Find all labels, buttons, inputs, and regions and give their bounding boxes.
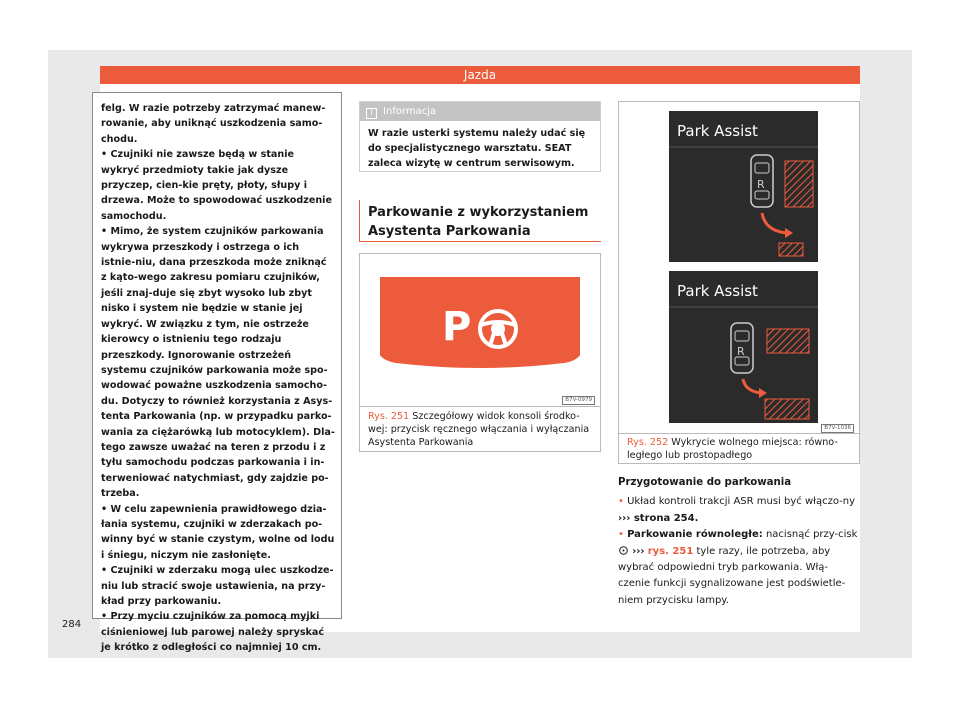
preparation-bullet-2	[618, 527, 860, 609]
page-number: 284	[62, 619, 82, 630]
bullet-text: nacisnąć przy-cisk	[765, 529, 858, 541]
warning-paragraph-5: • Czujniki w zderzaku mogą ulec uszkodze-niu lub stracić swoje ustawienia, na przy-kład przy parkowaniu.	[101, 565, 334, 607]
figure-caption	[368, 411, 596, 449]
info-icon: i	[366, 108, 377, 119]
figure-number: Rys. 252	[627, 437, 669, 448]
parking-space-marker	[785, 161, 813, 207]
screen-title: Park Assist	[677, 282, 758, 300]
figure-console	[359, 253, 601, 452]
figure-park-assist-screens	[618, 101, 860, 464]
section-heading: Parkowanie z wykorzystaniem Asystenta Parkowania	[359, 200, 601, 242]
screen-title: Park Assist	[677, 122, 758, 140]
figure-number: Rys. 251	[368, 411, 410, 422]
figure-reference-link[interactable]: rys. 251	[647, 545, 694, 557]
bullet-text: Układ kontroli trakcji ASR musi być włączo-ny	[627, 496, 856, 508]
warning-paragraph-3: • Mimo, że system czujników parkowania wykrywa przeszkody i ostrzega o ich istnie-niu, dana przeszkoda może zniknąć z kąto-wego zakresu pomiaru czujników, jeśli znaj-duje się zbyt wysoko lub zbyt nisko i system nie będzie w stanie jej wykryć. W związku z tym, nie ostrzeże kierowcy o istnieniu tego rodzaju przeszkody. Ignorowanie ostrzeżeń systemu czujników parkowania może spo-wodować poważne uszkodzenia samocho-du. Dotyczy to również korzystania z Asys-tenta Parkowania (np. w przypadku parko-wania za ciężarówką lub motocyklem). Dla-tego zawsze uważać na teren z przodu i z tyłu samochodu podczas parkowania i in-terweniować natychmiast, gdy zajdzie po-trzeba.	[101, 226, 335, 500]
park-assist-button-illustration	[380, 277, 580, 371]
chapter-header: Jazda	[100, 66, 860, 84]
page-reference-link[interactable]: ››› strona 254.	[618, 512, 699, 524]
preparation-bullet-1	[618, 494, 860, 527]
bullet-marker: •	[618, 496, 624, 508]
bullet-lead: Parkowanie równoległe:	[627, 529, 763, 541]
figure-divider	[360, 406, 600, 407]
info-box	[359, 101, 601, 172]
target-space-marker	[765, 399, 809, 419]
figure-caption	[627, 437, 855, 463]
preparation-section	[618, 475, 860, 609]
reference-arrows: ›››	[632, 545, 645, 557]
figure-divider	[619, 433, 859, 434]
park-assist-screen-parallel	[669, 111, 818, 262]
park-assist-screen-perpendicular	[669, 271, 818, 423]
target-space-marker	[779, 243, 803, 256]
bullet-marker: •	[618, 529, 624, 541]
figure-code: B7V-0979	[562, 396, 595, 405]
info-box-body: W razie usterki systemu należy udać się do specjalistycznego warsztatu. SEAT zaleca wizytę w centrum serwisowym.	[368, 128, 586, 169]
gear-letter: R	[757, 178, 765, 191]
figure-caption-text: Wykrycie wolnego miejsca: równo-ległego lub prostopadłego	[627, 437, 838, 461]
info-box-title: Informacja	[383, 106, 437, 117]
preparation-heading: Przygotowanie do parkowania	[618, 477, 792, 488]
gear-letter: R	[737, 345, 745, 358]
warning-paragraph-4: • W celu zapewnienia prawidłowego dzia-łania systemu, czujniki w zderzakach po-winny być w stanie czystym, wolne od lodu i śniegu, niczym nie zasłonięte.	[101, 503, 335, 561]
info-box-header	[360, 102, 600, 121]
warning-paragraph-6: • Przy myciu czujników za pomocą myjki ciśnieniowej lub parowej należy spryskać je krótko z odległości co najmniej 10 cm.	[101, 611, 325, 654]
parking-space-marker	[767, 329, 809, 353]
warning-paragraph-2: • Czujniki nie zawsze będą w stanie wykryć przedmioty takie jak dysze przyczep, cien-kie pręty, płoty, słupy i drzewa. Może to spowodować uszkodzenie samochodu.	[101, 149, 332, 222]
figure-code: B7V-1036	[821, 424, 854, 433]
warning-paragraph-1: felg. W razie potrzeby zatrzymać manew-rowanie, aby uniknąć uszkodzenia samo-chodu.	[101, 103, 326, 145]
warning-text-column	[92, 92, 342, 654]
park-assist-button-letter: P	[442, 304, 472, 350]
figure-caption-text: Szczegółowy widok konsoli środko-wej: przycisk ręcznego włączania i wyłączania Asystenta Parkowania	[368, 411, 590, 448]
bullet-text-continued: tyle razy, ile potrzeba, aby wybrać odpowiedni tryb parkowania. Włą-czenie funkcji sygnalizowane jest podświetle-niem przycisku lampy.	[618, 545, 846, 606]
steering-wheel-icon	[618, 546, 629, 555]
